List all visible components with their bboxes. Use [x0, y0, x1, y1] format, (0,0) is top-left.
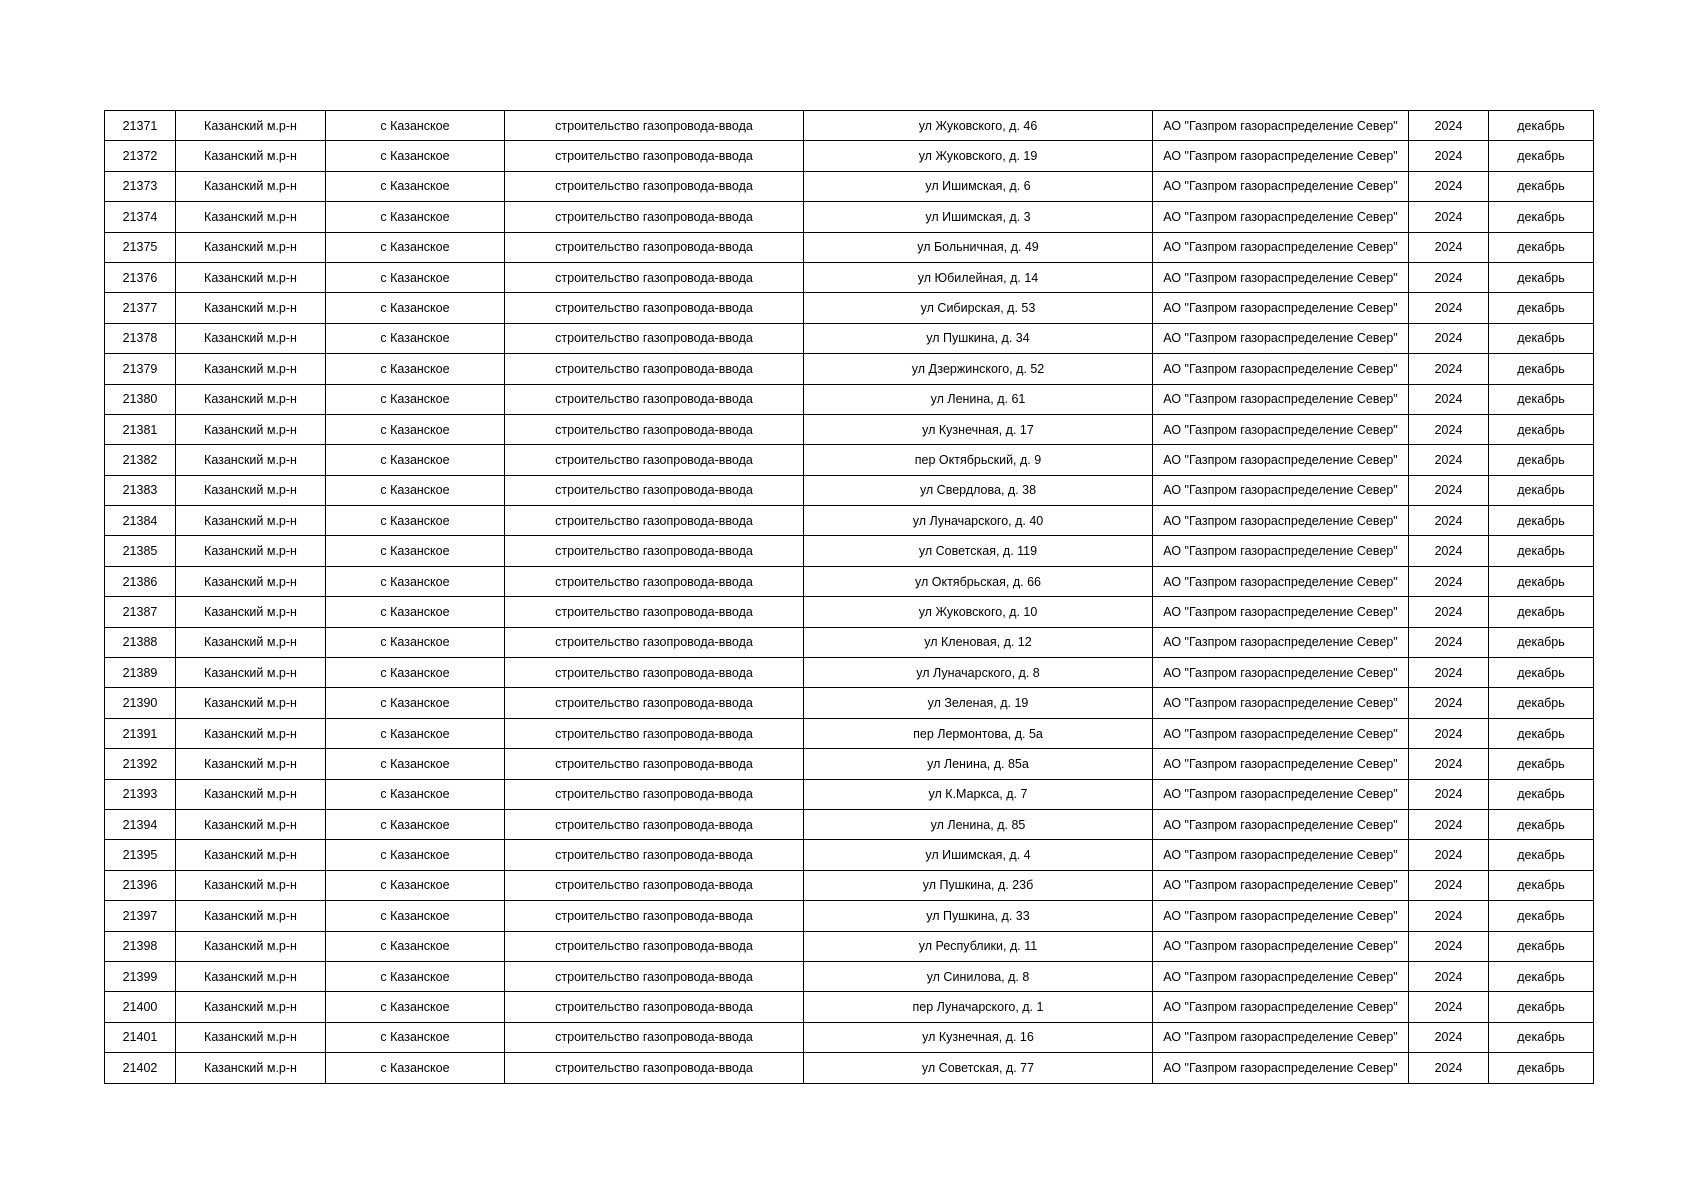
cell-district: Казанский м.р-н — [176, 658, 326, 688]
table-row — [105, 992, 1594, 1022]
cell-year: 2024 — [1409, 688, 1489, 718]
cell-work-type: строительство газопровода-ввода — [505, 202, 804, 232]
cell-organization: АО "Газпром газораспределение Север" — [1153, 597, 1409, 627]
cell-work-type: строительство газопровода-ввода — [505, 718, 804, 748]
cell-work-type: строительство газопровода-ввода — [505, 627, 804, 657]
table-row — [105, 718, 1594, 748]
cell-settlement: с Казанское — [326, 384, 505, 414]
cell-month: декабрь — [1489, 111, 1594, 141]
table-row — [105, 840, 1594, 870]
cell-month: декабрь — [1489, 414, 1594, 444]
cell-address: ул Пушкина, д. 23б — [804, 870, 1153, 900]
cell-address: ул Ишимская, д. 3 — [804, 202, 1153, 232]
cell-month: декабрь — [1489, 1053, 1594, 1083]
cell-work-type: строительство газопровода-ввода — [505, 111, 804, 141]
cell-settlement: с Казанское — [326, 658, 505, 688]
cell-organization: АО "Газпром газораспределение Север" — [1153, 414, 1409, 444]
table-row — [105, 597, 1594, 627]
cell-settlement: с Казанское — [326, 111, 505, 141]
cell-organization: АО "Газпром газораспределение Север" — [1153, 506, 1409, 536]
cell-settlement: с Казанское — [326, 627, 505, 657]
cell-district: Казанский м.р-н — [176, 1053, 326, 1083]
cell-year: 2024 — [1409, 870, 1489, 900]
cell-settlement: с Казанское — [326, 445, 505, 475]
table-row — [105, 445, 1594, 475]
cell-year: 2024 — [1409, 384, 1489, 414]
cell-number: 21391 — [105, 718, 176, 748]
cell-organization: АО "Газпром газораспределение Север" — [1153, 870, 1409, 900]
table-row — [105, 354, 1594, 384]
table-row — [105, 779, 1594, 809]
cell-month: декабрь — [1489, 171, 1594, 201]
cell-settlement: с Казанское — [326, 901, 505, 931]
table-row — [105, 506, 1594, 536]
cell-work-type: строительство газопровода-ввода — [505, 1053, 804, 1083]
cell-district: Казанский м.р-н — [176, 232, 326, 262]
cell-settlement: с Казанское — [326, 718, 505, 748]
cell-work-type: строительство газопровода-ввода — [505, 658, 804, 688]
cell-settlement: с Казанское — [326, 1053, 505, 1083]
cell-month: декабрь — [1489, 141, 1594, 171]
cell-work-type: строительство газопровода-ввода — [505, 779, 804, 809]
cell-address: ул Пушкина, д. 33 — [804, 901, 1153, 931]
table-row — [105, 658, 1594, 688]
table-row — [105, 931, 1594, 961]
cell-district: Казанский м.р-н — [176, 536, 326, 566]
cell-address: ул Ленина, д. 85 — [804, 809, 1153, 839]
cell-work-type: строительство газопровода-ввода — [505, 293, 804, 323]
cell-district: Казанский м.р-н — [176, 597, 326, 627]
table-row — [105, 961, 1594, 991]
cell-organization: АО "Газпром газораспределение Север" — [1153, 901, 1409, 931]
cell-organization: АО "Газпром газораспределение Север" — [1153, 293, 1409, 323]
cell-year: 2024 — [1409, 749, 1489, 779]
cell-address: ул Зеленая, д. 19 — [804, 688, 1153, 718]
cell-year: 2024 — [1409, 262, 1489, 292]
cell-settlement: с Казанское — [326, 749, 505, 779]
cell-address: ул Пушкина, д. 34 — [804, 323, 1153, 353]
cell-month: декабрь — [1489, 475, 1594, 505]
cell-settlement: с Казанское — [326, 141, 505, 171]
cell-number: 21373 — [105, 171, 176, 201]
cell-address: ул Жуковского, д. 46 — [804, 111, 1153, 141]
cell-month: декабрь — [1489, 1022, 1594, 1052]
cell-work-type: строительство газопровода-ввода — [505, 840, 804, 870]
cell-district: Казанский м.р-н — [176, 840, 326, 870]
cell-year: 2024 — [1409, 475, 1489, 505]
cell-month: декабрь — [1489, 931, 1594, 961]
cell-work-type: строительство газопровода-ввода — [505, 688, 804, 718]
cell-month: декабрь — [1489, 749, 1594, 779]
cell-organization: АО "Газпром газораспределение Север" — [1153, 718, 1409, 748]
cell-district: Казанский м.р-н — [176, 627, 326, 657]
cell-work-type: строительство газопровода-ввода — [505, 414, 804, 444]
cell-month: декабрь — [1489, 506, 1594, 536]
cell-year: 2024 — [1409, 931, 1489, 961]
table-row — [105, 475, 1594, 505]
cell-year: 2024 — [1409, 718, 1489, 748]
cell-organization: АО "Газпром газораспределение Север" — [1153, 1022, 1409, 1052]
cell-month: декабрь — [1489, 809, 1594, 839]
cell-district: Казанский м.р-н — [176, 779, 326, 809]
cell-organization: АО "Газпром газораспределение Север" — [1153, 323, 1409, 353]
cell-number: 21388 — [105, 627, 176, 657]
cell-work-type: строительство газопровода-ввода — [505, 384, 804, 414]
table-row — [105, 901, 1594, 931]
table-row — [105, 232, 1594, 262]
cell-address: ул Советская, д. 77 — [804, 1053, 1153, 1083]
table-row — [105, 749, 1594, 779]
cell-work-type: строительство газопровода-ввода — [505, 232, 804, 262]
cell-organization: АО "Газпром газораспределение Север" — [1153, 445, 1409, 475]
cell-number: 21380 — [105, 384, 176, 414]
cell-number: 21384 — [105, 506, 176, 536]
cell-year: 2024 — [1409, 779, 1489, 809]
cell-address: ул Кленовая, д. 12 — [804, 627, 1153, 657]
cell-year: 2024 — [1409, 566, 1489, 596]
cell-month: декабрь — [1489, 202, 1594, 232]
table-row — [105, 384, 1594, 414]
cell-address: ул Луначарского, д. 40 — [804, 506, 1153, 536]
cell-district: Казанский м.р-н — [176, 171, 326, 201]
cell-month: декабрь — [1489, 354, 1594, 384]
cell-settlement: с Казанское — [326, 931, 505, 961]
cell-work-type: строительство газопровода-ввода — [505, 475, 804, 505]
cell-month: декабрь — [1489, 627, 1594, 657]
table-row — [105, 566, 1594, 596]
cell-month: декабрь — [1489, 445, 1594, 475]
cell-number: 21396 — [105, 870, 176, 900]
cell-organization: АО "Газпром газораспределение Север" — [1153, 111, 1409, 141]
cell-work-type: строительство газопровода-ввода — [505, 262, 804, 292]
cell-month: декабрь — [1489, 870, 1594, 900]
cell-settlement: с Казанское — [326, 870, 505, 900]
cell-address: ул Ишимская, д. 6 — [804, 171, 1153, 201]
cell-organization: АО "Газпром газораспределение Север" — [1153, 658, 1409, 688]
cell-number: 21378 — [105, 323, 176, 353]
table-row — [105, 414, 1594, 444]
cell-work-type: строительство газопровода-ввода — [505, 171, 804, 201]
cell-address: ул Кузнечная, д. 17 — [804, 414, 1153, 444]
cell-settlement: с Казанское — [326, 232, 505, 262]
cell-month: декабрь — [1489, 688, 1594, 718]
cell-number: 21390 — [105, 688, 176, 718]
cell-month: декабрь — [1489, 718, 1594, 748]
cell-district: Казанский м.р-н — [176, 445, 326, 475]
cell-organization: АО "Газпром газораспределение Север" — [1153, 354, 1409, 384]
cell-settlement: с Казанское — [326, 506, 505, 536]
cell-work-type: строительство газопровода-ввода — [505, 992, 804, 1022]
cell-settlement: с Казанское — [326, 961, 505, 991]
cell-district: Казанский м.р-н — [176, 992, 326, 1022]
cell-district: Казанский м.р-н — [176, 566, 326, 596]
cell-address: ул Сибирская, д. 53 — [804, 293, 1153, 323]
cell-address: ул Ленина, д. 61 — [804, 384, 1153, 414]
cell-settlement: с Казанское — [326, 688, 505, 718]
cell-number: 21400 — [105, 992, 176, 1022]
cell-month: декабрь — [1489, 536, 1594, 566]
cell-number: 21393 — [105, 779, 176, 809]
cell-month: декабрь — [1489, 566, 1594, 596]
cell-year: 2024 — [1409, 961, 1489, 991]
cell-number: 21376 — [105, 262, 176, 292]
cell-district: Казанский м.р-н — [176, 961, 326, 991]
cell-number: 21399 — [105, 961, 176, 991]
cell-district: Казанский м.р-н — [176, 718, 326, 748]
cell-settlement: с Казанское — [326, 475, 505, 505]
cell-district: Казанский м.р-н — [176, 111, 326, 141]
cell-number: 21381 — [105, 414, 176, 444]
table-row — [105, 171, 1594, 201]
cell-work-type: строительство газопровода-ввода — [505, 749, 804, 779]
cell-work-type: строительство газопровода-ввода — [505, 323, 804, 353]
cell-year: 2024 — [1409, 323, 1489, 353]
cell-number: 21392 — [105, 749, 176, 779]
cell-work-type: строительство газопровода-ввода — [505, 141, 804, 171]
cell-district: Казанский м.р-н — [176, 749, 326, 779]
cell-number: 21401 — [105, 1022, 176, 1052]
table-row — [105, 688, 1594, 718]
cell-month: декабрь — [1489, 323, 1594, 353]
cell-month: декабрь — [1489, 992, 1594, 1022]
cell-settlement: с Казанское — [326, 992, 505, 1022]
cell-district: Казанский м.р-н — [176, 141, 326, 171]
cell-organization: АО "Газпром газораспределение Север" — [1153, 749, 1409, 779]
cell-number: 21387 — [105, 597, 176, 627]
cell-work-type: строительство газопровода-ввода — [505, 809, 804, 839]
table-row — [105, 1053, 1594, 1083]
cell-settlement: с Казанское — [326, 262, 505, 292]
table-row — [105, 323, 1594, 353]
cell-district: Казанский м.р-н — [176, 354, 326, 384]
cell-month: декабрь — [1489, 232, 1594, 262]
cell-address: ул Республики, д. 11 — [804, 931, 1153, 961]
cell-settlement: с Казанское — [326, 323, 505, 353]
cell-number: 21386 — [105, 566, 176, 596]
cell-organization: АО "Газпром газораспределение Север" — [1153, 840, 1409, 870]
cell-district: Казанский м.р-н — [176, 384, 326, 414]
cell-district: Казанский м.р-н — [176, 202, 326, 232]
cell-settlement: с Казанское — [326, 840, 505, 870]
table-row — [105, 293, 1594, 323]
cell-number: 21398 — [105, 931, 176, 961]
cell-organization: АО "Газпром газораспределение Север" — [1153, 202, 1409, 232]
cell-year: 2024 — [1409, 992, 1489, 1022]
cell-number: 21383 — [105, 475, 176, 505]
cell-work-type: строительство газопровода-ввода — [505, 445, 804, 475]
data-table — [104, 110, 1594, 1084]
cell-organization: АО "Газпром газораспределение Север" — [1153, 931, 1409, 961]
cell-year: 2024 — [1409, 597, 1489, 627]
cell-year: 2024 — [1409, 141, 1489, 171]
cell-year: 2024 — [1409, 901, 1489, 931]
cell-work-type: строительство газопровода-ввода — [505, 901, 804, 931]
cell-year: 2024 — [1409, 1053, 1489, 1083]
cell-district: Казанский м.р-н — [176, 323, 326, 353]
cell-number: 21394 — [105, 809, 176, 839]
table-row — [105, 262, 1594, 292]
cell-district: Казанский м.р-н — [176, 931, 326, 961]
cell-work-type: строительство газопровода-ввода — [505, 931, 804, 961]
cell-month: декабрь — [1489, 779, 1594, 809]
cell-year: 2024 — [1409, 536, 1489, 566]
cell-address: ул Свердлова, д. 38 — [804, 475, 1153, 505]
cell-work-type: строительство газопровода-ввода — [505, 1022, 804, 1052]
cell-organization: АО "Газпром газораспределение Север" — [1153, 992, 1409, 1022]
cell-number: 21372 — [105, 141, 176, 171]
cell-year: 2024 — [1409, 414, 1489, 444]
cell-settlement: с Казанское — [326, 566, 505, 596]
cell-address: пер Октябрьский, д. 9 — [804, 445, 1153, 475]
cell-month: декабрь — [1489, 293, 1594, 323]
cell-settlement: с Казанское — [326, 536, 505, 566]
cell-address: ул Луначарского, д. 8 — [804, 658, 1153, 688]
cell-organization: АО "Газпром газораспределение Север" — [1153, 779, 1409, 809]
cell-month: декабрь — [1489, 961, 1594, 991]
table-row — [105, 1022, 1594, 1052]
cell-organization: АО "Газпром газораспределение Север" — [1153, 475, 1409, 505]
cell-address: пер Лермонтова, д. 5а — [804, 718, 1153, 748]
cell-address: ул Октябрьская, д. 66 — [804, 566, 1153, 596]
cell-district: Казанский м.р-н — [176, 870, 326, 900]
cell-organization: АО "Газпром газораспределение Север" — [1153, 688, 1409, 718]
cell-number: 21377 — [105, 293, 176, 323]
cell-number: 21371 — [105, 111, 176, 141]
cell-organization: АО "Газпром газораспределение Север" — [1153, 566, 1409, 596]
cell-district: Казанский м.р-н — [176, 901, 326, 931]
cell-address: ул Жуковского, д. 19 — [804, 141, 1153, 171]
cell-year: 2024 — [1409, 171, 1489, 201]
cell-organization: АО "Газпром газораспределение Север" — [1153, 627, 1409, 657]
cell-organization: АО "Газпром газораспределение Север" — [1153, 961, 1409, 991]
cell-district: Казанский м.р-н — [176, 293, 326, 323]
cell-number: 21397 — [105, 901, 176, 931]
cell-district: Казанский м.р-н — [176, 475, 326, 505]
cell-district: Казанский м.р-н — [176, 809, 326, 839]
cell-year: 2024 — [1409, 111, 1489, 141]
cell-year: 2024 — [1409, 627, 1489, 657]
cell-month: декабрь — [1489, 658, 1594, 688]
cell-organization: АО "Газпром газораспределение Север" — [1153, 262, 1409, 292]
cell-address: ул Советская, д. 119 — [804, 536, 1153, 566]
cell-settlement: с Казанское — [326, 779, 505, 809]
cell-work-type: строительство газопровода-ввода — [505, 354, 804, 384]
cell-address: ул Ишимская, д. 4 — [804, 840, 1153, 870]
table-body — [105, 111, 1594, 1084]
cell-number: 21382 — [105, 445, 176, 475]
cell-number: 21395 — [105, 840, 176, 870]
cell-address: ул Юбилейная, д. 14 — [804, 262, 1153, 292]
cell-year: 2024 — [1409, 658, 1489, 688]
cell-work-type: строительство газопровода-ввода — [505, 536, 804, 566]
cell-organization: АО "Газпром газораспределение Север" — [1153, 1053, 1409, 1083]
cell-district: Казанский м.р-н — [176, 688, 326, 718]
cell-number: 21402 — [105, 1053, 176, 1083]
cell-month: декабрь — [1489, 384, 1594, 414]
cell-district: Казанский м.р-н — [176, 506, 326, 536]
cell-district: Казанский м.р-н — [176, 1022, 326, 1052]
cell-organization: АО "Газпром газораспределение Север" — [1153, 384, 1409, 414]
table-row — [105, 111, 1594, 141]
cell-address: ул Дзержинского, д. 52 — [804, 354, 1153, 384]
cell-organization: АО "Газпром газораспределение Север" — [1153, 232, 1409, 262]
cell-month: декабрь — [1489, 901, 1594, 931]
cell-settlement: с Казанское — [326, 293, 505, 323]
cell-address: ул К.Маркса, д. 7 — [804, 779, 1153, 809]
cell-settlement: с Казанское — [326, 354, 505, 384]
cell-district: Казанский м.р-н — [176, 414, 326, 444]
table-row — [105, 870, 1594, 900]
cell-month: декабрь — [1489, 262, 1594, 292]
cell-work-type: строительство газопровода-ввода — [505, 597, 804, 627]
cell-work-type: строительство газопровода-ввода — [505, 870, 804, 900]
cell-number: 21385 — [105, 536, 176, 566]
cell-address: ул Жуковского, д. 10 — [804, 597, 1153, 627]
cell-address: ул Ленина, д. 85а — [804, 749, 1153, 779]
cell-organization: АО "Газпром газораспределение Север" — [1153, 536, 1409, 566]
cell-year: 2024 — [1409, 232, 1489, 262]
cell-number: 21374 — [105, 202, 176, 232]
cell-year: 2024 — [1409, 506, 1489, 536]
cell-address: ул Больничная, д. 49 — [804, 232, 1153, 262]
cell-year: 2024 — [1409, 840, 1489, 870]
cell-settlement: с Казанское — [326, 1022, 505, 1052]
cell-work-type: строительство газопровода-ввода — [505, 961, 804, 991]
cell-number: 21389 — [105, 658, 176, 688]
cell-work-type: строительство газопровода-ввода — [505, 506, 804, 536]
cell-settlement: с Казанское — [326, 202, 505, 232]
cell-settlement: с Казанское — [326, 171, 505, 201]
cell-number: 21379 — [105, 354, 176, 384]
cell-year: 2024 — [1409, 1022, 1489, 1052]
cell-settlement: с Казанское — [326, 809, 505, 839]
table-row — [105, 627, 1594, 657]
cell-settlement: с Казанское — [326, 597, 505, 627]
cell-organization: АО "Газпром газораспределение Север" — [1153, 171, 1409, 201]
cell-work-type: строительство газопровода-ввода — [505, 566, 804, 596]
cell-month: декабрь — [1489, 597, 1594, 627]
cell-number: 21375 — [105, 232, 176, 262]
cell-organization: АО "Газпром газораспределение Север" — [1153, 809, 1409, 839]
cell-organization: АО "Газпром газораспределение Север" — [1153, 141, 1409, 171]
table-row — [105, 141, 1594, 171]
cell-year: 2024 — [1409, 354, 1489, 384]
cell-year: 2024 — [1409, 293, 1489, 323]
table-row — [105, 809, 1594, 839]
cell-district: Казанский м.р-н — [176, 262, 326, 292]
cell-address: ул Кузнечная, д. 16 — [804, 1022, 1153, 1052]
cell-year: 2024 — [1409, 202, 1489, 232]
cell-year: 2024 — [1409, 809, 1489, 839]
cell-address: ул Синилова, д. 8 — [804, 961, 1153, 991]
cell-settlement: с Казанское — [326, 414, 505, 444]
cell-year: 2024 — [1409, 445, 1489, 475]
table-row — [105, 536, 1594, 566]
cell-month: декабрь — [1489, 840, 1594, 870]
table-row — [105, 202, 1594, 232]
cell-address: пер Луначарского, д. 1 — [804, 992, 1153, 1022]
